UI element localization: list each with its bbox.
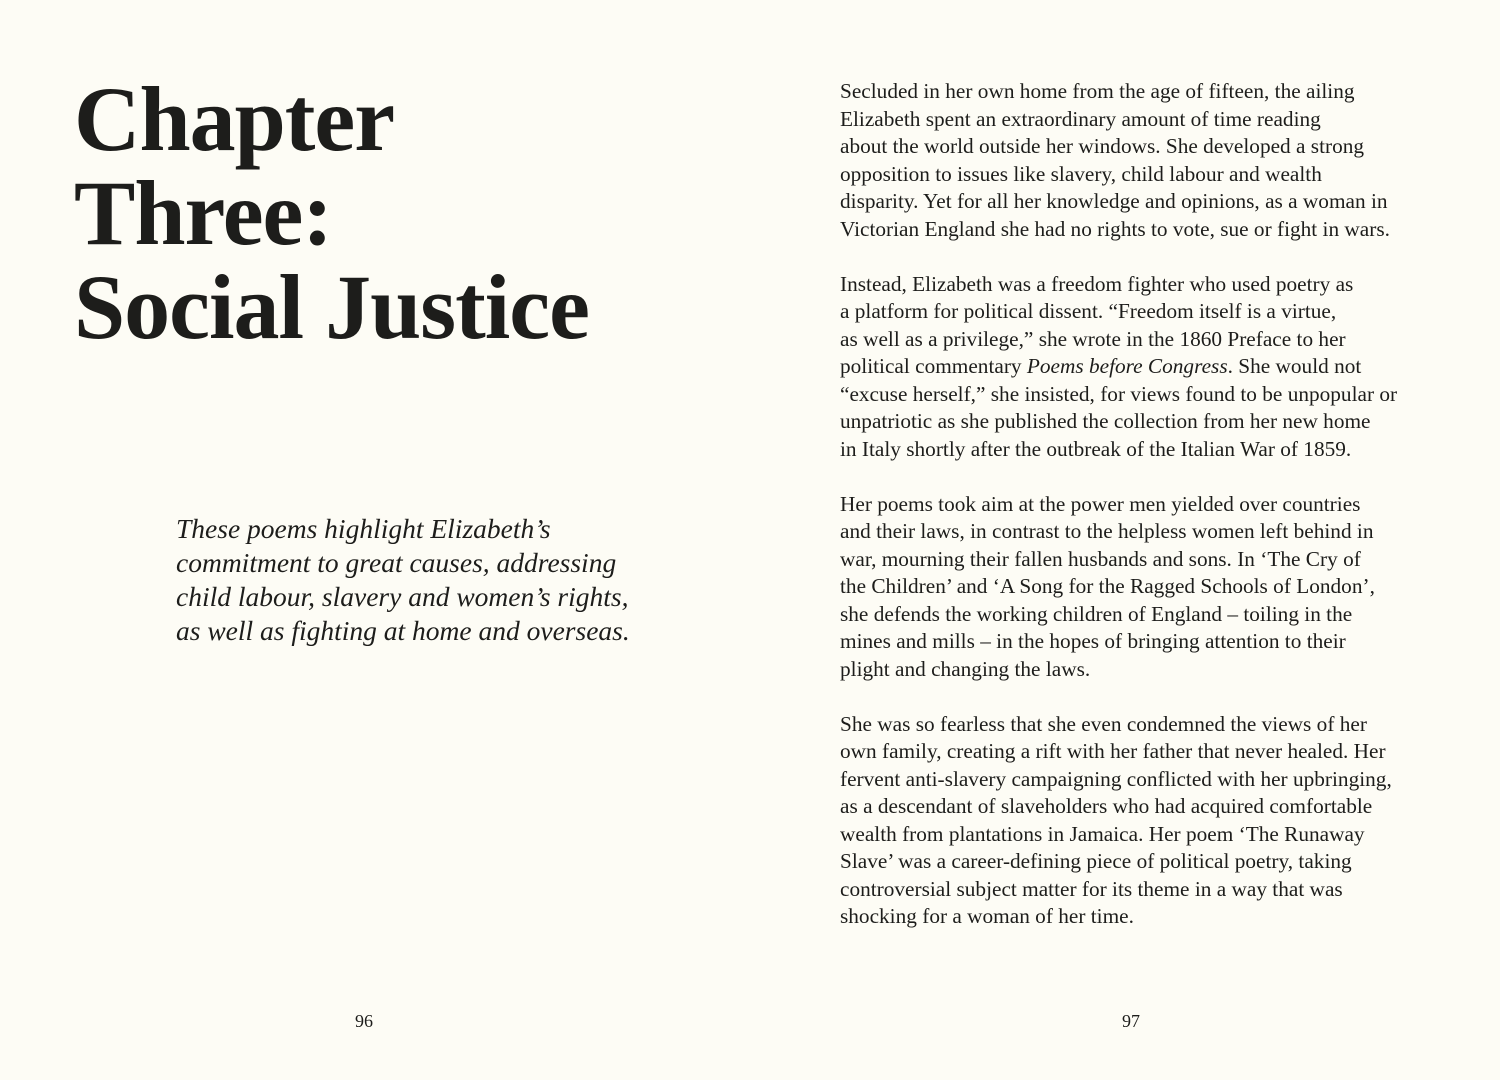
paragraph (840, 711, 1460, 931)
text-line: own family, creating a rift with her father that never healed. Her (840, 739, 1386, 763)
text-line: shocking for a woman of her time. (840, 904, 1134, 928)
paragraph (840, 491, 1460, 684)
text-line: “excuse herself,” she insisted, for views found to be unpopular or (840, 381, 1398, 406)
chapter-title-line: Social Justice (74, 256, 589, 358)
text-line: and their laws, in contrast to the helpless women left behind in (840, 519, 1374, 543)
text-line: a platform for political dissent. “Freedom itself is a virtue, (840, 299, 1337, 323)
text-line: war, mourning their fallen husbands and sons. In ‘The Cry of (840, 546, 1361, 571)
chapter-title-line: Chapter (74, 68, 395, 170)
text-line: as a descendant of slaveholders who had acquired comfortable (840, 794, 1373, 818)
text-line: plight and changing the laws. (840, 656, 1091, 681)
book-title-poems-before-congress: Poems before Congress (1026, 354, 1228, 378)
text-line: the Children’ and ‘A Song for the Ragged Schools of London’, (840, 574, 1375, 598)
text-line: Instead, Elizabeth was a freedom fighter who used poetry as (840, 271, 1354, 296)
text-line: mines and mills – in the hopes of bringing attention to their (840, 629, 1346, 653)
page-number-left: 96 (355, 1011, 373, 1031)
text-segment: . She would not (1227, 354, 1362, 378)
text-line: Victorian England she had no rights to vote, sue or fight in wars. (840, 216, 1390, 241)
page-number-right: 97 (1122, 1011, 1140, 1031)
text-line: controversial subject matter for its theme in a way that was (840, 876, 1343, 901)
text-line: she defends the working children of England – toiling in the (840, 601, 1353, 626)
chapter-title-line: Three: (74, 162, 333, 264)
chapter-title (74, 68, 589, 358)
text-line: She was so fearless that she even condemned the views of her (840, 711, 1367, 736)
body-text (840, 78, 1460, 958)
text-line: in Italy shortly after the outbreak of the Italian War of 1859. (840, 436, 1352, 461)
right-page (750, 0, 1500, 1080)
text-line (840, 353, 1460, 381)
text-line: Her poems took aim at the power men yielded over countries (840, 491, 1361, 516)
text-line: wealth from plantations in Jamaica. Her poem ‘The Runaway (840, 821, 1365, 846)
text-line: opposition to issues like slavery, child labour and wealth (840, 161, 1322, 186)
text-line: about the world outside her windows. She developed a strong (840, 134, 1365, 158)
text-line: disparity. Yet for all her knowledge and opinions, as a woman in (840, 189, 1388, 213)
paragraph (840, 78, 1460, 243)
text-segment: political commentary (840, 354, 1027, 378)
paragraph (840, 271, 1460, 464)
text-line: Secluded in her own home from the age of fifteen, the ailing (840, 79, 1355, 103)
text-line: as well as a privilege,” she wrote in the 1860 Preface to her (840, 326, 1346, 351)
text-line: Elizabeth spent an extraordinary amount of time reading (840, 106, 1321, 131)
text-line: unpatriotic as she published the collection from her new home (840, 409, 1371, 433)
chapter-intro: These poems highlight Elizabeth’s commitment to great causes, addressing child labour, slavery and women’s rights, as well as fighting at home and overseas. (176, 513, 630, 646)
text-line: Slave’ was a career-defining piece of political poetry, taking (840, 849, 1352, 873)
text-line: fervent anti-slavery campaigning conflicted with her upbringing, (840, 766, 1392, 791)
